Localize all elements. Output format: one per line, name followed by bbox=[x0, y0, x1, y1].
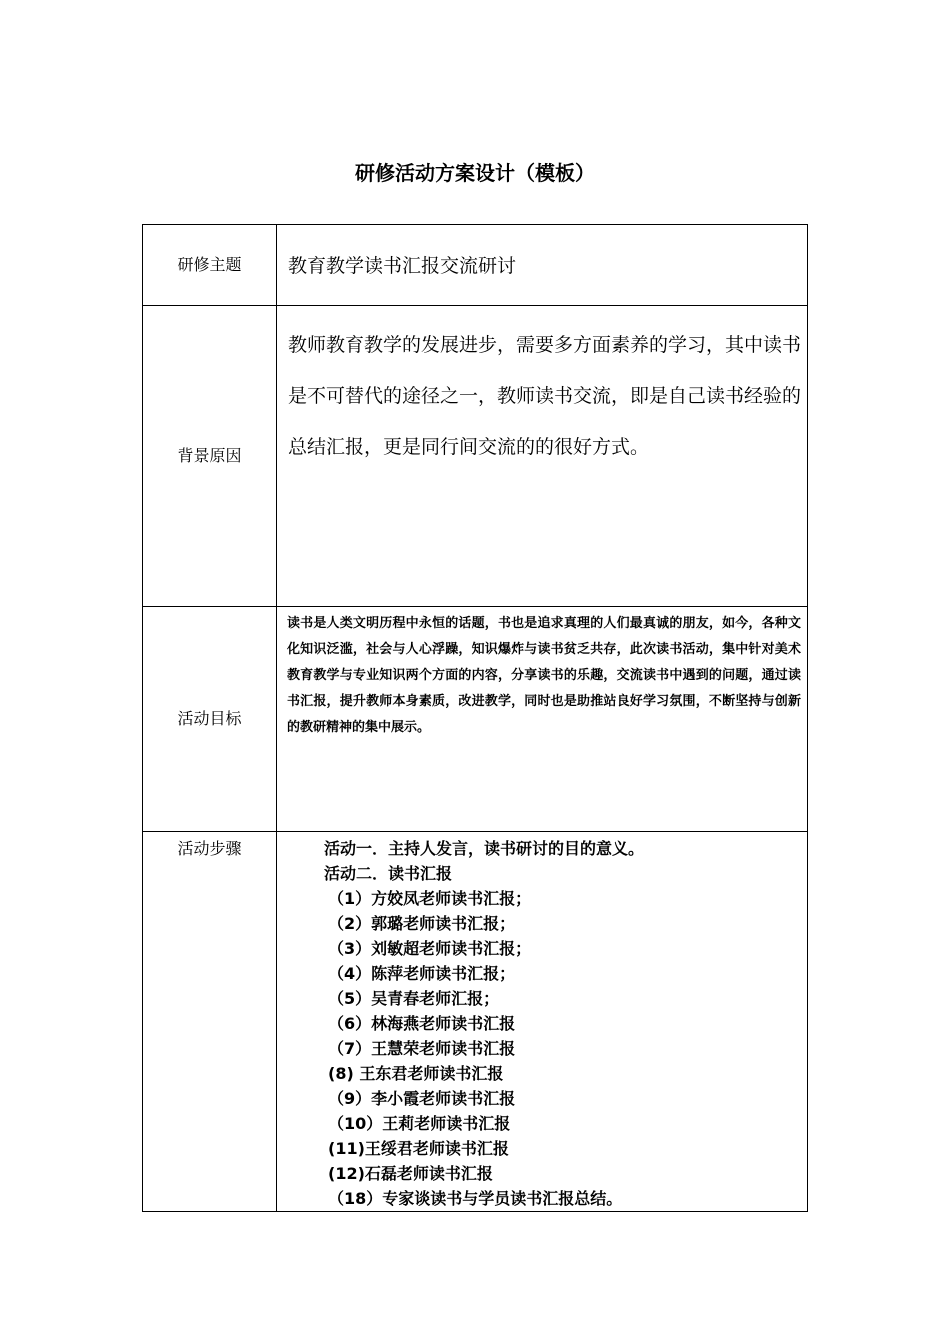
goal-row bbox=[143, 607, 808, 832]
list-item: （10）王莉老师读书汇报 bbox=[328, 1114, 511, 1133]
background-row bbox=[143, 306, 808, 607]
steps-list bbox=[277, 832, 807, 1211]
list-item: （2）郭璐老师读书汇报； bbox=[328, 914, 516, 933]
list-item: (12)石磊老师读书汇报 bbox=[328, 1164, 493, 1183]
topic-label: 研修主题 bbox=[143, 225, 277, 306]
list-item: （7）王慧荣老师读书汇报 bbox=[328, 1039, 516, 1058]
list-item: （5）吴青春老师汇报； bbox=[328, 989, 500, 1008]
steps-label: 活动步骤 bbox=[143, 832, 277, 1212]
list-item: （3）刘敏超老师读书汇报； bbox=[328, 939, 532, 958]
list-item: (11)王绥君老师读书汇报 bbox=[328, 1139, 509, 1158]
document-title: 研修活动方案设计（模板） bbox=[355, 161, 595, 185]
activity-two: 活动二．读书汇报 bbox=[324, 864, 453, 883]
background-text: 教师教育教学的发展进步，需要多方面素养的学习，其中读书是不可替代的途径之一，教师读书交流，即是自己读书经验的总结汇报，更是同行间交流的的很好方式。 bbox=[288, 334, 802, 458]
topic-text: 教育教学读书汇报交流研讨 bbox=[288, 255, 517, 277]
list-item: （9）李小霞老师读书汇报 bbox=[328, 1089, 516, 1108]
background-label: 背景原因 bbox=[143, 306, 277, 607]
topic-cell bbox=[277, 225, 808, 306]
list-item: (8) 王东君老师读书汇报 bbox=[328, 1064, 504, 1083]
plan-table bbox=[142, 224, 808, 1212]
steps-row bbox=[143, 832, 808, 1212]
steps-cell bbox=[277, 832, 808, 1212]
goal-text: 读书是人类文明历程中永恒的话题，书也是追求真理的人们最真诚的朋友，如今，各种文化知识泛滥，社会与人心浮躁，知识爆炸与读书贫乏共存，此次读书活动，集中针对美术教育教学与专业知识两个方面的内容，分享读书的乐趣，交流读书中遇到的问题，通过读书汇报，提升教师本身素质，改进教学，同时也是助推站良好学习氛围，不断坚持与创新的教研精神的集中展示。 bbox=[287, 616, 801, 735]
goal-cell bbox=[277, 607, 808, 832]
activity-one: 活动一．主持人发言，读书研讨的目的意义。 bbox=[324, 839, 645, 858]
list-item: （18）专家谈读书与学员读书汇报总结。 bbox=[328, 1189, 623, 1208]
list-item: （4）陈萍老师读书汇报； bbox=[328, 964, 516, 983]
topic-row bbox=[143, 225, 808, 306]
list-item: （1）方姣凤老师读书汇报； bbox=[328, 889, 532, 908]
goal-label: 活动目标 bbox=[143, 607, 277, 832]
background-cell bbox=[277, 306, 808, 607]
list-item: （6）林海燕老师读书汇报 bbox=[328, 1014, 516, 1033]
